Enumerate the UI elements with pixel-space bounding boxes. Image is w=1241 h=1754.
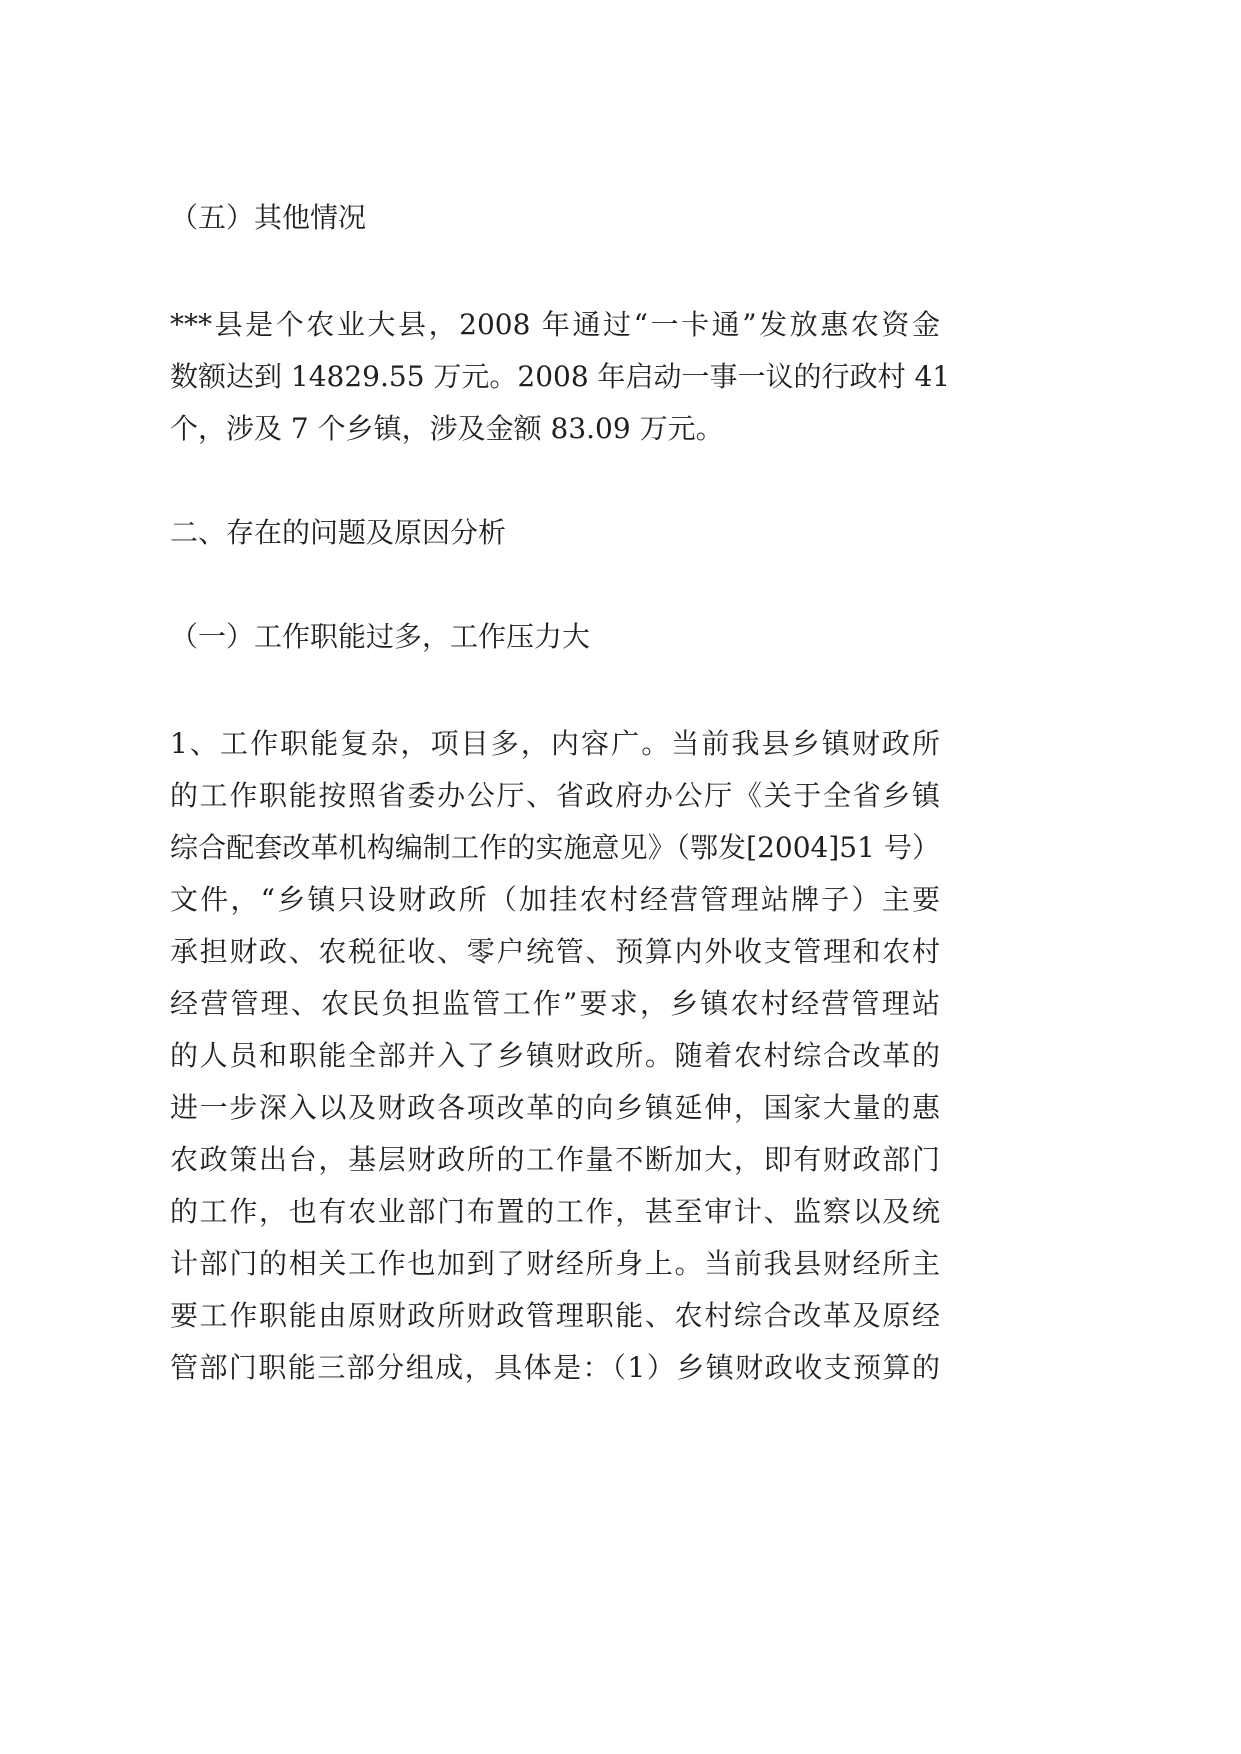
paragraph-line: 综合配套改革机构编制工作的实施意见》（鄂发[2004]51 号）: [170, 831, 940, 864]
section-heading-problems: 二、存在的问题及原因分析: [170, 516, 507, 549]
paragraph-line: 进一步深入以及财政各项改革的向乡镇延伸，国家大量的惠: [170, 1091, 940, 1124]
paragraph-line: 计部门的相关工作也加到了财经所身上。当前我县财经所主: [170, 1247, 940, 1280]
paragraph-line: 个，涉及 7 个乡镇，涉及金额 83.09 万元。: [170, 412, 724, 445]
paragraph-line: 1、工作职能复杂，项目多，内容广。当前我县乡镇财政所: [170, 727, 940, 760]
paragraph-line: 经营管理、农民负担监管工作”要求，乡镇农村经营管理站: [170, 987, 940, 1020]
paragraph-line: 农政策出台，基层财政所的工作量不断加大，即有财政部门: [170, 1143, 940, 1176]
paragraph-line: 管部门职能三部分组成，具体是：（1）乡镇财政收支预算的: [170, 1351, 940, 1384]
paragraph-line: 的人员和职能全部并入了乡镇财政所。随着农村综合改革的: [170, 1039, 940, 1072]
paragraph-line: 的工作职能按照省委办公厅、省政府办公厅《关于全省乡镇: [170, 779, 940, 812]
paragraph-line: 数额达到 14829.55 万元。2008 年启动一事一议的行政村 41: [170, 360, 951, 393]
paragraph-line: 要工作职能由原财政所财政管理职能、农村综合改革及原经: [170, 1299, 940, 1332]
section-heading-other-situations: （五）其他情况: [170, 201, 367, 234]
paragraph-line: 文件，“乡镇只设财政所（加挂农村经营管理站牌子）主要: [170, 883, 940, 916]
subsection-heading-workload: （一）工作职能过多，工作压力大: [170, 620, 591, 653]
paragraph-line: 的工作，也有农业部门布置的工作，甚至审计、监察以及统: [170, 1195, 940, 1228]
paragraph-line: 承担财政、农税征收、零户统管、预算内外收支管理和农村: [170, 935, 940, 968]
paragraph-line: ***县是个农业大县，2008 年通过“一卡通”发放惠农资金: [170, 308, 940, 341]
